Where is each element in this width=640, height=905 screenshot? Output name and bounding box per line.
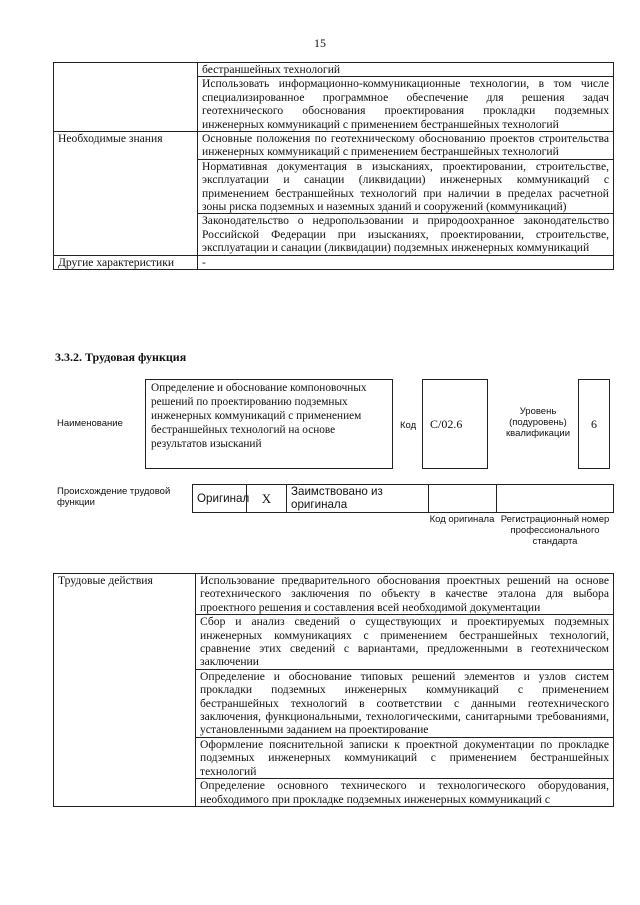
level-value-box: 6: [578, 379, 610, 469]
other-label: Другие характеристики: [54, 255, 198, 269]
action-item: Сбор и анализ сведений о существующих и проектируемых подземных инженерных коммуникациях с применением бестраншейных технологий, сравнение этих сведений с вариантами, предложенными в геотехническом заключении: [196, 615, 614, 670]
code-caption: Код оригинала: [429, 514, 495, 525]
reg-number-cell: [497, 485, 614, 513]
original-code-cell: [429, 485, 497, 513]
origin-table: [192, 484, 614, 513]
code-label: Код: [400, 420, 417, 431]
origin-label: Происхождение трудовой функции: [57, 486, 171, 508]
action-item: Определение и обоснование типовых решений элементов и узлов систем прокладки подземных инженерных коммуникаций с применением бестраншейных технологий в соответствии с данными геотехнического заключения, функциональными, технологическими, санитарными требованиями, установленными заданием на проектирование: [196, 669, 614, 737]
knowledge-label: Необходимые знания: [54, 132, 198, 256]
knowledge-item: Законодательство о недропользовании и природоохранное законодательство Российской Федерации при изысканиях, проектировании, строительстве, эксплуатации и санации (ликвидации) подземных инженерных коммуникаций: [198, 214, 614, 255]
borrowed-label: Заимствовано из оригинала: [287, 485, 429, 513]
continuation-cell: бестраншейных технологий: [198, 63, 614, 77]
table-row: [193, 485, 614, 513]
table-row: [54, 574, 614, 615]
skill-cell: Использовать информационно-коммуникационные технологии, в том числе специализированное программное обеспечение для решения задач геотехнического обоснования проектирования прокладки подземных инженерных коммуникаций с применением бестраншейных технологий: [198, 77, 614, 132]
empty-label-cell: [54, 63, 198, 132]
table-row: [54, 132, 614, 160]
actions-table: [53, 573, 614, 807]
level-label: Уровень (подуровень) квалификации: [505, 406, 571, 439]
action-item: Определение основного технического и технологического оборудования, необходимого при прокладке подземных инженерных коммуникаций с: [196, 779, 614, 807]
action-item: Оформление пояснительной записки к проектной документации по прокладке подземных инженерных коммуникаций с применением бестраншейных технологий: [196, 737, 614, 778]
reg-caption: Регистрационный номер профессионального стандарта: [500, 514, 610, 547]
knowledge-item: Основные положения по геотехническому обоснованию проектов строительства инженерных коммуникаций с применением бестраншейных технологий: [198, 132, 614, 160]
actions-label: Трудовые действия: [54, 574, 196, 807]
function-name-box: Определение и обоснование компоновочных решений по проектированию подземных инженерных коммуникаций с применением бестраншейных технологий на основе результатов изысканий: [145, 379, 393, 469]
table-row: [54, 255, 614, 269]
function-code-box: С/02.6: [422, 379, 488, 469]
section-heading: 3.3.2. Трудовая функция: [55, 350, 187, 364]
requirements-table: [53, 62, 614, 270]
original-mark: X: [247, 485, 287, 513]
name-label: Наименование: [57, 418, 123, 429]
page-number: 15: [314, 36, 326, 50]
knowledge-item: Нормативная документация в изысканиях, проектировании, строительстве, эксплуатации и санации (ликвидации) инженерных коммуникаций с применением бестраншейных технологий при наличии в пределах расчетной зоны риска подземных и наземных зданий и сооружений (коммуникаций): [198, 159, 614, 214]
action-item: Использование предварительного обоснования проектных решений на основе геотехнического заключения по объекту в качестве эталона для выбора проектного решения и составления всей необходимой документации: [196, 574, 614, 615]
other-value: -: [198, 255, 614, 269]
original-label: Оригинал: [193, 485, 247, 513]
table-row: [54, 63, 614, 77]
